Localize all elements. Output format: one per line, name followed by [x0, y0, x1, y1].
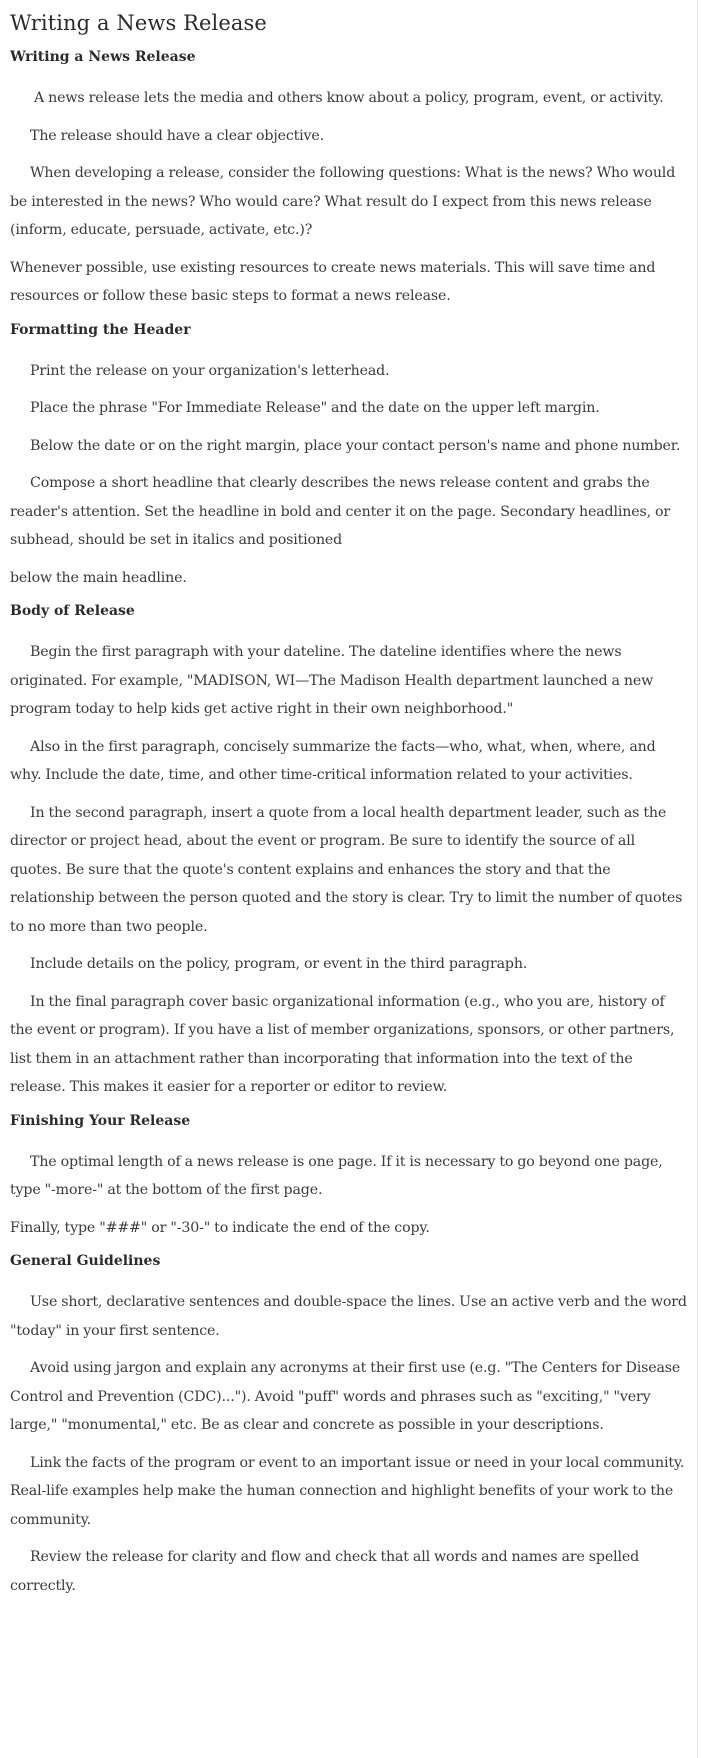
paragraph: A news release lets the media and others know about a policy, program, event, or activity. [34, 90, 664, 106]
paragraph: Whenever possible, use existing resources to create news materials. This will save time and resources or follow these basic steps to format a news release. [10, 259, 656, 304]
paragraph: In the second paragraph, insert a quote from a local health department leader, such as the director or project head, about the event or program. Be sure to identify the source of all quotes. Be sure that the quote's content explains and enhances the story and that the relationship between the person quoted and the story is clear. Try to limit the number of quotes to no more than two people. [10, 804, 683, 935]
paragraph: Review the release for clarity and flow and check that all words and names are spelled correctly. [10, 1549, 640, 1594]
paragraph: Include details on the policy, program, or event in the third paragraph. [30, 956, 528, 972]
page-title: Writing a News Release [10, 11, 267, 35]
section-heading-finishing: Finishing Your Release [10, 1112, 191, 1129]
paragraph: Avoid using jargon and explain any acronyms at their first use (e.g. "The Centers for Disease Control and Prevention (CDC)..."). Avoid "puff" words and phrases such as "exciting," "very large," "monumental," etc. Be as clear and concrete as possible in your descriptions. [10, 1360, 681, 1433]
paragraph: Below the date or on the right margin, place your contact person's name and phone number. [30, 437, 681, 454]
paragraph: Begin the first paragraph with your dateline. The dateline identifies where the news originated. For example, "MADISON, WI—The Madison Health department launched a new program today to help kids get active right in their own neighborhood." [10, 644, 654, 717]
paragraph: Place the phrase "For Immediate Release" and the date on the upper left margin. [30, 400, 600, 416]
paragraph: Use short, declarative sentences and double-space the lines. Use an active verb and the word "today" in your first sentence. [10, 1294, 687, 1339]
paragraph: Compose a short headline that clearly describes the news release content and grabs the reader's attention. Set the headline in bold and center it on the page. Secondary headlines, or subhead, should be set in italics and positioned [10, 475, 671, 548]
paragraph: Also in the first paragraph, concisely summarize the facts—who, what, when, where, and why. Include the date, time, and other time-critical information related to your activities. [10, 738, 656, 783]
section-general-guidelines [10, 1251, 687, 1600]
paragraph: below the main headline. [10, 569, 187, 586]
paragraph: The optimal length of a news release is one page. If it is necessary to go beyond one page, type "-more-" at the bottom of the first page. [10, 1153, 663, 1198]
paragraph: When developing a release, consider the following questions: What is the news? Who would be interested in the news? Who would care? What result do I expect from this news release (inform, educate, persuade, activate, etc.)? [10, 165, 676, 238]
section-heading-intro: Writing a News Release [10, 49, 196, 65]
section-body-of-release [10, 601, 687, 1102]
section-formatting-header [10, 320, 687, 593]
paragraph: In the final paragraph cover basic organizational information (e.g., who you are, history of the event or program). If you have a list of member organizations, sponsors, or other partners, list them in an attachment rather than incorporating that information into the text of the release. This makes it easier for a reporter or editor to review. [10, 993, 675, 1095]
section-heading-guidelines: General Guidelines [10, 1253, 161, 1269]
paragraph: Finally, type "###" or "-30-" to indicate the end of the copy. [10, 1219, 430, 1236]
section-heading-body: Body of Release [10, 603, 135, 619]
paragraph: The release should have a clear objective. [30, 127, 325, 144]
section-intro [10, 47, 687, 311]
paragraph: Print the release on your organization's letterhead. [30, 362, 390, 379]
paragraph: Link the facts of the program or event to an important issue or need in your local community. Real-life examples help make the human connection and highlight benefits of your work to the community. [10, 1454, 685, 1528]
section-heading-formatting: Formatting the Header [10, 321, 191, 338]
section-finishing [10, 1111, 687, 1243]
